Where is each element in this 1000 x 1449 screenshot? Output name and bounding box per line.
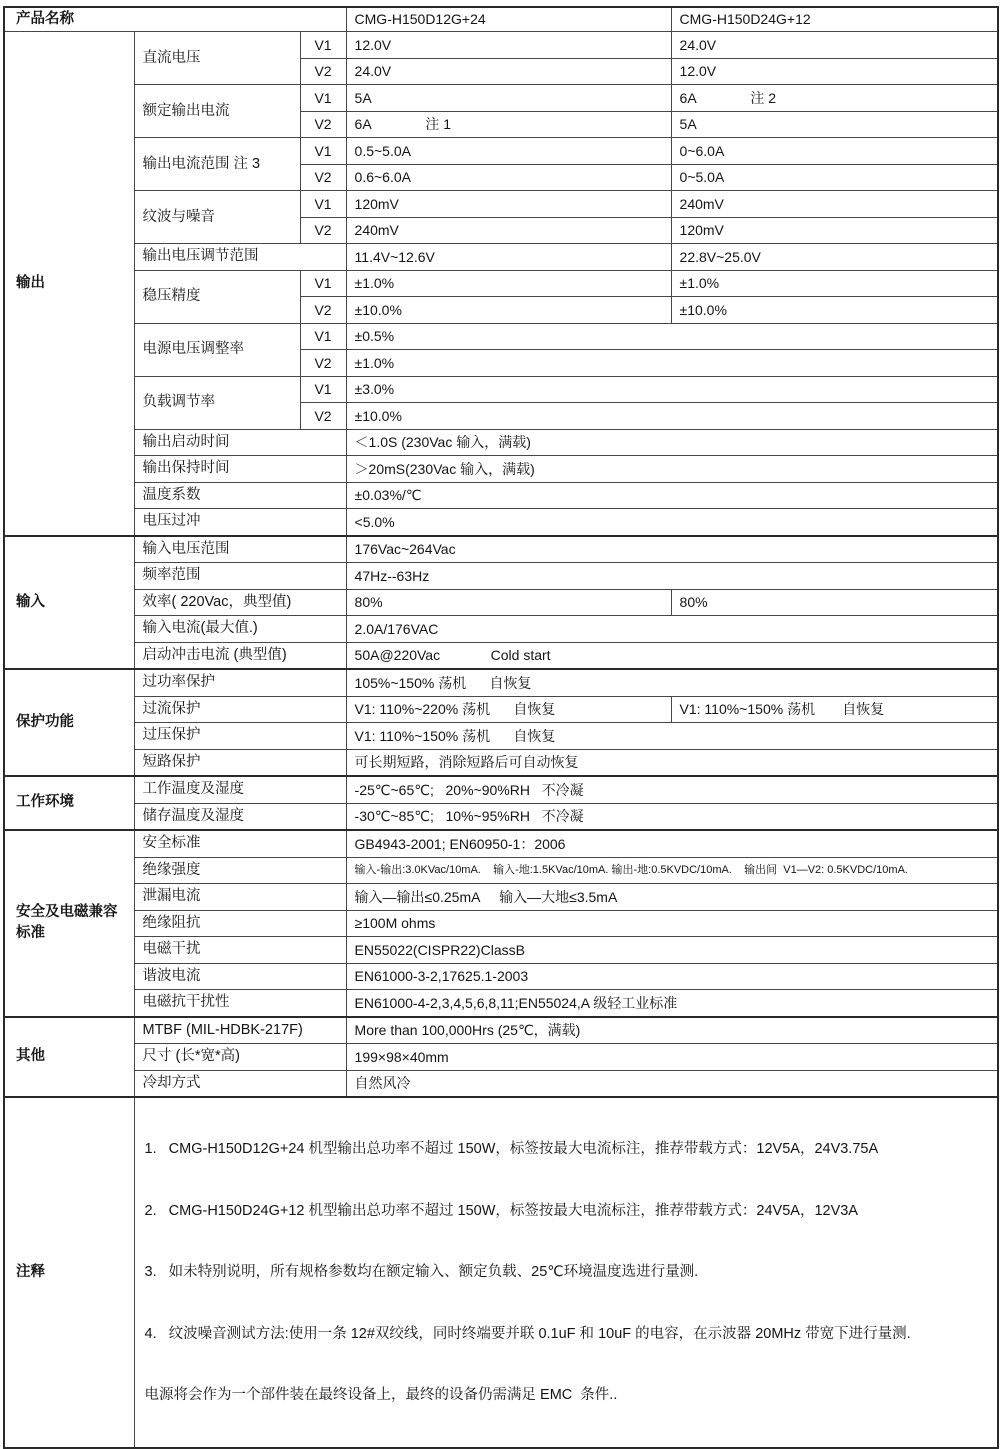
insulation-strength-value: 输入-输出:3.0KVac/10mA. 输入-地:1.5KVac/10mA. 输出-地:0.5KVDC/10mA. 输出间 V1—V2: 0.5KVDC/10mA. <box>346 857 998 884</box>
over-voltage-value: V1: 110%~150% 荡机 自恢复 <box>346 723 998 750</box>
emi-label: 电磁干扰 <box>134 937 346 964</box>
line-reg-v2-value: ±1.0% <box>346 350 998 377</box>
load-reg-v1-value: ±3.0% <box>346 376 998 403</box>
current-range-v2-sub: V2 <box>300 164 346 191</box>
ripple-v2-sub: V2 <box>300 217 346 244</box>
spec-table <box>3 6 999 1449</box>
max-input-current-label: 输入电流(最大值.) <box>134 616 346 643</box>
cooling-value: 自然风冷 <box>346 1070 998 1097</box>
load-reg-v2-value: ±10.0% <box>346 403 998 430</box>
inrush-current-value: 50A@220Vac Cold start <box>346 642 998 669</box>
row-over-power <box>4 669 998 696</box>
insulation-strength-label: 绝缘强度 <box>134 857 346 884</box>
safety-std-label: 安全标准 <box>134 830 346 857</box>
immunity-label: 电磁抗干扰性 <box>134 990 346 1017</box>
row-reg-accuracy-v1 <box>4 270 998 297</box>
section-input-label: 输入 <box>4 536 134 670</box>
storage-temp-label: 储存温度及湿度 <box>134 803 346 830</box>
header-row <box>4 7 998 32</box>
rated-current-v1-a: 5A <box>346 85 671 112</box>
immunity-value: EN61000-4-2,3,4,5,6,8,11;EN55024,A 级轻工业标准 <box>346 990 998 1017</box>
dc-voltage-v1-a: 12.0V <box>346 32 671 59</box>
row-over-current <box>4 696 998 723</box>
load-reg-v1-sub: V1 <box>300 376 346 403</box>
inrush-current-label: 启动冲击电流 (典型值) <box>134 642 346 669</box>
mtbf-label: MTBF (MIL-HDBK-217F) <box>134 1017 346 1044</box>
reg-accuracy-v1-a: ±1.0% <box>346 270 671 297</box>
row-operating-temp <box>4 776 998 803</box>
row-inrush-current <box>4 642 998 669</box>
ripple-v2-a: 240mV <box>346 217 671 244</box>
row-max-input-current <box>4 616 998 643</box>
row-leakage-current <box>4 884 998 911</box>
cooling-label: 冷却方式 <box>134 1070 346 1097</box>
short-circuit-label: 短路保护 <box>134 749 346 776</box>
rated-current-v2-sub: V2 <box>300 111 346 138</box>
input-voltage-range-value: 176Vac~264Vac <box>346 536 998 563</box>
section-safety-emc-label: 安全及电磁兼容标准 <box>4 830 134 1017</box>
input-voltage-range-label: 输入电压范围 <box>134 536 346 563</box>
leakage-current-label: 泄漏电流 <box>134 884 346 911</box>
row-load-reg-v1 <box>4 376 998 403</box>
over-power-label: 过功率保护 <box>134 669 346 696</box>
temp-coeff-label: 温度系数 <box>134 482 346 509</box>
rated-current-v1-b: 6A 注 2 <box>671 85 998 112</box>
dc-voltage-v1-sub: V1 <box>300 32 346 59</box>
reg-accuracy-v2-a: ±10.0% <box>346 297 671 324</box>
adj-range-b: 22.8V~25.0V <box>671 244 998 271</box>
ripple-noise-label: 纹波与噪音 <box>134 191 300 244</box>
current-range-v1-a: 0.5~5.0A <box>346 138 671 165</box>
row-short-circuit <box>4 749 998 776</box>
rated-current-label: 额定输出电流 <box>134 85 300 138</box>
harmonics-value: EN61000-3-2,17625.1-2003 <box>346 963 998 990</box>
row-dimensions <box>4 1044 998 1071</box>
line-reg-label: 电源电压调整率 <box>134 323 300 376</box>
product-name-label: 产品名称 <box>4 7 346 32</box>
row-emi <box>4 937 998 964</box>
safety-std-value: GB4943-2001; EN60950-1：2006 <box>346 830 998 857</box>
max-input-current-value: 2.0A/176VAC <box>346 616 998 643</box>
dc-voltage-v1-b: 24.0V <box>671 32 998 59</box>
adj-range-a: 11.4V~12.6V <box>346 244 671 271</box>
rated-current-v1-sub: V1 <box>300 85 346 112</box>
dimensions-value: 199×98×40mm <box>346 1044 998 1071</box>
row-notes <box>4 1097 998 1448</box>
model-b-name: CMG-H150D24G+12 <box>671 7 998 32</box>
ripple-v1-sub: V1 <box>300 191 346 218</box>
reg-accuracy-v2-b: ±10.0% <box>671 297 998 324</box>
dimensions-label: 尺寸 (长*宽*高) <box>134 1044 346 1071</box>
note-line-2: 2. CMG-H150D24G+12 机型输出总功率不超过 150W，标签按最大电流标注，推荐带载方式：24V5A，12V3A <box>144 1202 858 1219</box>
row-cooling <box>4 1070 998 1097</box>
insulation-resistance-value: ≥100M ohms <box>346 910 998 937</box>
over-current-b: V1: 110%~150% 荡机 自恢复 <box>671 696 998 723</box>
row-insulation-resistance <box>4 910 998 937</box>
efficiency-label: 效率( 220Vac，典型值) <box>134 589 346 616</box>
dc-voltage-v2-sub: V2 <box>300 58 346 85</box>
row-current-range-v1 <box>4 138 998 165</box>
notes-content <box>134 1097 998 1448</box>
harmonics-label: 谐波电流 <box>134 963 346 990</box>
mtbf-value: More than 100,000Hrs (25℃，满载) <box>346 1017 998 1044</box>
overshoot-value: <5.0% <box>346 509 998 536</box>
startup-time-label: 输出启动时间 <box>134 429 346 456</box>
insulation-resistance-label: 绝缘阻抗 <box>134 910 346 937</box>
row-overshoot <box>4 509 998 536</box>
overshoot-label: 电压过冲 <box>134 509 346 536</box>
rated-current-v2-b: 5A <box>671 111 998 138</box>
hold-time-value: ＞20mS(230Vac 输入，满载) <box>346 456 998 483</box>
row-dc-voltage-v1 <box>4 32 998 59</box>
note-line-5: 电源将会作为一个部件装在最终设备上，最终的设备仍需满足 EMC 条件.. <box>144 1387 618 1403</box>
operating-temp-label: 工作温度及湿度 <box>134 776 346 803</box>
over-current-a: V1: 110%~220% 荡机 自恢复 <box>346 696 671 723</box>
rated-current-v2-a: 6A 注 1 <box>346 111 671 138</box>
line-reg-v2-sub: V2 <box>300 350 346 377</box>
section-protection-label: 保护功能 <box>4 669 134 776</box>
note-line-4: 4. 纹波噪音测试方法:使用一条 12#双绞线，同时终端要并联 0.1uF 和 10uF 的电容，在示波器 20MHz 带宽下进行量测. <box>144 1325 911 1342</box>
line-reg-v1-sub: V1 <box>300 323 346 350</box>
row-mtbf <box>4 1017 998 1044</box>
row-harmonics <box>4 963 998 990</box>
current-range-v1-b: 0~6.0A <box>671 138 998 165</box>
section-output-label: 输出 <box>4 32 134 536</box>
row-line-reg-v1 <box>4 323 998 350</box>
operating-temp-value: -25℃~65℃; 20%~90%RH 不冷凝 <box>346 776 998 803</box>
row-temp-coeff <box>4 482 998 509</box>
dc-voltage-label: 直流电压 <box>134 32 300 85</box>
over-voltage-label: 过压保护 <box>134 723 346 750</box>
row-freq-range <box>4 563 998 590</box>
hold-time-label: 输出保持时间 <box>134 456 346 483</box>
load-reg-label: 负载调节率 <box>134 376 300 429</box>
dc-voltage-v2-a: 24.0V <box>346 58 671 85</box>
row-immunity <box>4 990 998 1017</box>
row-safety-std <box>4 830 998 857</box>
current-range-v1-sub: V1 <box>300 138 346 165</box>
row-hold-time <box>4 456 998 483</box>
row-rated-current-v1 <box>4 85 998 112</box>
freq-range-value: 47Hz--63Hz <box>346 563 998 590</box>
row-over-voltage <box>4 723 998 750</box>
line-reg-v1-value: ±0.5% <box>346 323 998 350</box>
temp-coeff-value: ±0.03%/℃ <box>346 482 998 509</box>
dc-voltage-v2-b: 12.0V <box>671 58 998 85</box>
note-line-3: 3. 如未特别说明，所有规格参数均在额定输入、额定负载、25℃环境温度选进行量测. <box>144 1264 699 1280</box>
current-range-label: 输出电流范围 注 3 <box>134 138 300 191</box>
section-environment-label: 工作环境 <box>4 776 134 830</box>
row-ripple-v1 <box>4 191 998 218</box>
load-reg-v2-sub: V2 <box>300 403 346 430</box>
short-circuit-value: 可长期短路，消除短路后可自动恢复 <box>346 749 998 776</box>
ripple-v2-b: 120mV <box>671 217 998 244</box>
reg-accuracy-label: 稳压精度 <box>134 270 300 323</box>
current-range-v2-b: 0~5.0A <box>671 164 998 191</box>
section-notes-label: 注释 <box>4 1097 134 1448</box>
current-range-v2-a: 0.6~6.0A <box>346 164 671 191</box>
efficiency-a: 80% <box>346 589 671 616</box>
section-other-label: 其他 <box>4 1017 134 1098</box>
over-current-label: 过流保护 <box>134 696 346 723</box>
emi-value: EN55022(CISPR22)ClassB <box>346 937 998 964</box>
row-adj-range <box>4 244 998 271</box>
reg-accuracy-v1-b: ±1.0% <box>671 270 998 297</box>
startup-time-value: ＜1.0S (230Vac 输入，满载) <box>346 429 998 456</box>
freq-range-label: 频率范围 <box>134 563 346 590</box>
model-a-name: CMG-H150D12G+24 <box>346 7 671 32</box>
row-storage-temp <box>4 803 998 830</box>
storage-temp-value: -30℃~85℃; 10%~95%RH 不冷凝 <box>346 803 998 830</box>
row-startup-time <box>4 429 998 456</box>
adj-range-label: 输出电压调节范围 <box>134 244 346 271</box>
row-insulation-strength <box>4 857 998 884</box>
row-efficiency <box>4 589 998 616</box>
ripple-v1-a: 120mV <box>346 191 671 218</box>
reg-accuracy-v2-sub: V2 <box>300 297 346 324</box>
over-power-value: 105%~150% 荡机 自恢复 <box>346 669 998 696</box>
note-line-1: 1. CMG-H150D12G+24 机型输出总功率不超过 150W，标签按最大电流标注，推荐带载方式：12V5A，24V3.75A <box>144 1141 879 1157</box>
ripple-v1-b: 240mV <box>671 191 998 218</box>
efficiency-b: 80% <box>671 589 998 616</box>
leakage-current-value: 输入—输出≤0.25mA 输入—大地≤3.5mA <box>346 884 998 911</box>
row-input-voltage-range <box>4 536 998 563</box>
reg-accuracy-v1-sub: V1 <box>300 270 346 297</box>
